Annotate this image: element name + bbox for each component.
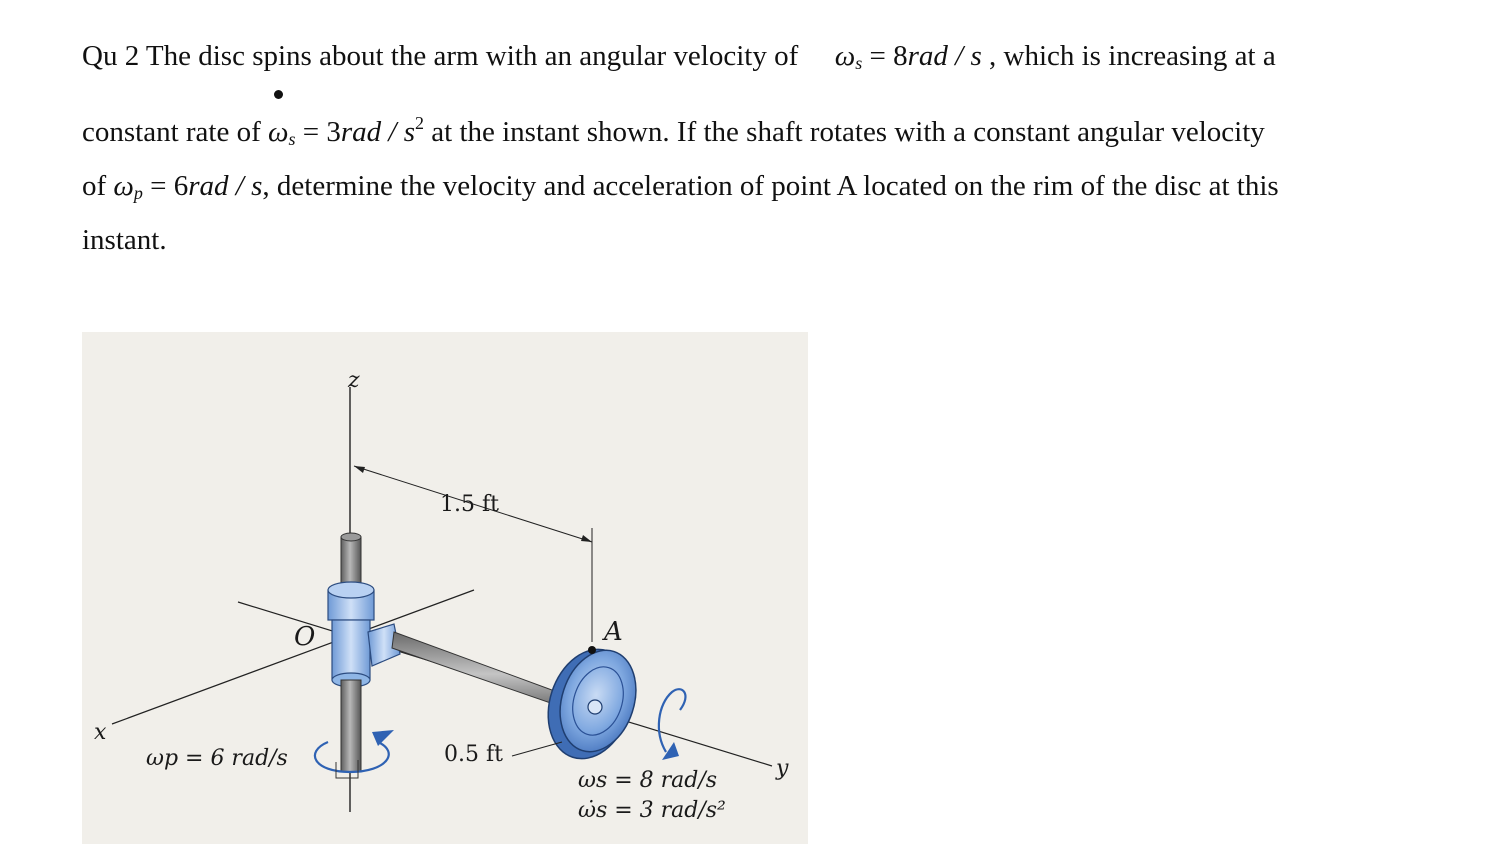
origin-label: O — [294, 622, 316, 652]
unit-exponent: 2 — [415, 113, 425, 133]
omega-s-symbol: ω — [834, 40, 856, 72]
collar-body — [332, 620, 370, 680]
omega-p-symbol: ω — [113, 170, 134, 202]
unit-rad-s2: rad / s — [340, 116, 416, 148]
omega-s-dot-symbol: ω — [268, 116, 289, 148]
omega-p-label: ωp = 6 rad/s — [146, 746, 288, 771]
omega-s-label: ωs = 8 rad/s — [578, 768, 718, 793]
point-a-label: A — [604, 617, 623, 647]
line2-tail: at the instant shown. If the shaft rotates with a constant angular velocity — [431, 116, 1265, 148]
line1-tail: , which is increasing at a — [989, 40, 1276, 72]
shaft-top-cap — [341, 533, 361, 541]
disc-hub — [588, 700, 602, 714]
z-axis-label: z — [348, 368, 360, 393]
dot-accent-icon — [274, 90, 283, 99]
unit-rad-s: rad / s — [907, 40, 982, 72]
dim-arm-label: 1.5 ft — [440, 492, 499, 517]
dim-radius-label: 0.5 ft — [444, 742, 503, 767]
x-axis-label: x — [94, 720, 107, 745]
omega-s-dot-subscript: s — [288, 129, 296, 149]
point-a-marker — [588, 646, 596, 654]
question-line-1 — [82, 42, 1276, 71]
line2-lead: constant rate of — [82, 116, 261, 148]
omega-s-dot-label: ω̇s = 3 rad/s² — [578, 798, 726, 823]
collar-top-face — [328, 582, 374, 598]
line3-tail: , determine the velocity and acceleration of point A located on the rim of the disc at this — [262, 170, 1279, 202]
omega-s-subscript: s — [855, 53, 863, 73]
line1-text: Qu 2 The disc spins about the arm with an angular velocity of — [82, 40, 799, 72]
line3-lead: of — [82, 170, 107, 202]
equals-8: = 8 — [869, 40, 908, 72]
disc-arm-figure — [82, 332, 808, 844]
line4-text: instant. — [82, 224, 167, 256]
shaft-lower — [341, 680, 361, 772]
equals-6: = 6 — [150, 170, 189, 202]
y-axis-label: y — [776, 756, 789, 781]
unit-rad-s-p: rad / s — [188, 170, 263, 202]
equals-3: = 3 — [302, 116, 341, 148]
question-line-3 — [82, 172, 1279, 201]
omega-s-dot — [268, 118, 288, 147]
omega-p-subscript: p — [133, 183, 143, 203]
question-line-4 — [82, 226, 167, 255]
question-line-2 — [82, 113, 1265, 149]
